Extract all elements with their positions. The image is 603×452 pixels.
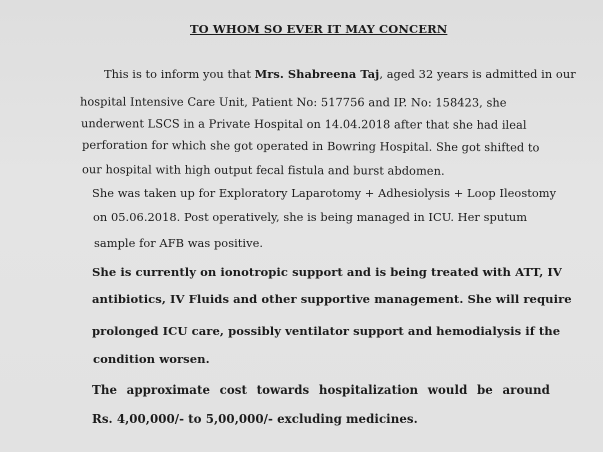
para3-line4: condition worsen. bbox=[93, 352, 210, 366]
para4-word: approximate bbox=[126, 383, 211, 397]
para4-word: around bbox=[502, 383, 550, 397]
para4-line2: Rs. 4,00,000/- to 5,00,000/- excluding medicines. bbox=[92, 412, 418, 426]
para4-word: cost bbox=[219, 383, 247, 397]
para4-word: would bbox=[427, 383, 468, 397]
para4-line1 bbox=[92, 383, 550, 397]
para1-line1-pre: This is to inform you that bbox=[104, 67, 255, 81]
para4-word: hospitalization bbox=[318, 383, 419, 397]
para1-line1 bbox=[104, 67, 576, 81]
para1-line1-post: , aged 32 years is admitted in our bbox=[379, 67, 576, 81]
para2-line1: She was taken up for Exploratory Laparotomy + Adhesiolysis + Loop Ileostomy bbox=[92, 186, 557, 200]
para3-line1: She is currently on ionotropic support and is being treated with ATT, IV bbox=[92, 265, 562, 279]
para3-line3: prolonged ICU care, possibly ventilator support and hemodialysis if the bbox=[92, 324, 561, 338]
para1-line5: our hospital with high output fecal fistula and burst abdomen. bbox=[81, 162, 445, 178]
para2-line2: on 05.06.2018. Post operatively, she is being managed in ICU. Her sputum bbox=[93, 210, 528, 224]
para1-line4: perforation for which she got operated in Bowring Hospital. She got shifted to bbox=[81, 137, 540, 155]
para4-word: be bbox=[477, 383, 493, 397]
para4-word: towards bbox=[256, 383, 310, 397]
para4-word: The bbox=[92, 383, 118, 397]
patient-name: Mrs. Shabreena Taj bbox=[254, 67, 380, 81]
para1-line3: underwent LSCS in a Private Hospital on 14.04.2018 after that she had ileal bbox=[80, 116, 527, 132]
para3-line2: antibiotics, IV Fluids and other supportive management. She will require bbox=[92, 292, 572, 306]
para1-line2: hospital Intensive Care Unit, Patient No: 517756 and IP. No: 158423, she bbox=[79, 94, 507, 110]
page-title: TO WHOM SO EVER IT MAY CONCERN bbox=[190, 22, 448, 36]
para2-line3: sample for AFB was positive. bbox=[94, 236, 264, 250]
